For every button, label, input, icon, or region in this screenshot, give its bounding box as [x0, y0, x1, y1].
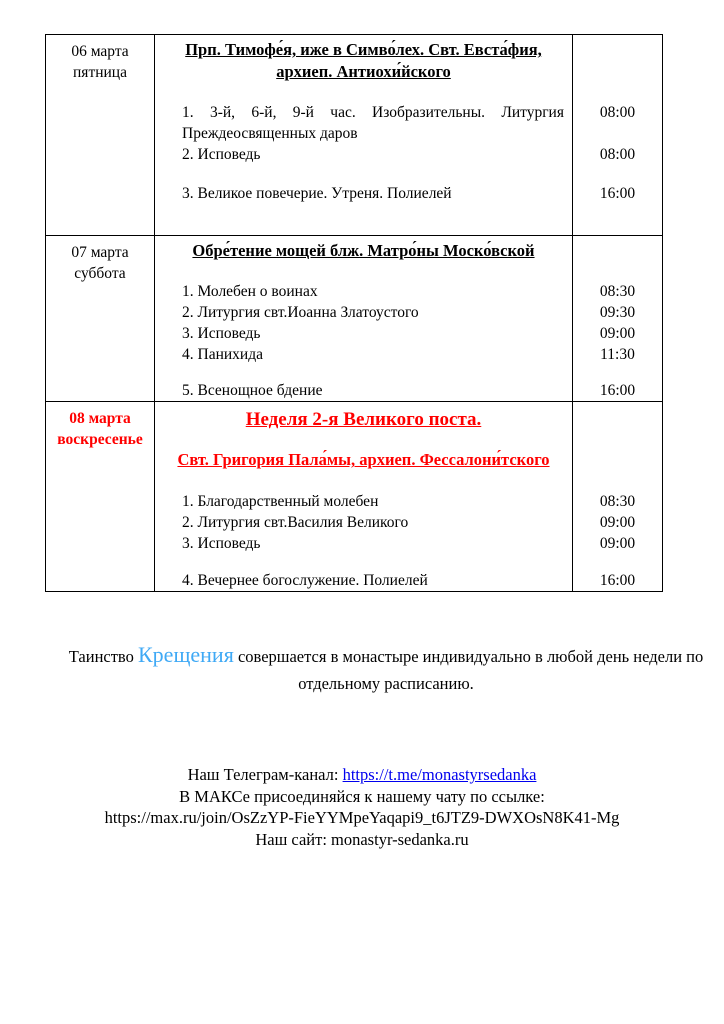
schedule-row-sunday	[46, 401, 662, 591]
day-date: 07 марта	[71, 244, 129, 261]
service-item: 1. 3-й, 6-й, 9-й час. Изобразительны. Литургия Преждеосвященных даров	[155, 102, 573, 144]
service-time: 11:30	[600, 345, 635, 363]
service-line	[155, 144, 662, 165]
service-line	[155, 302, 662, 323]
services-cell	[155, 236, 662, 401]
service-item: 4. Панихида	[155, 344, 573, 365]
time-cell-empty	[573, 402, 662, 432]
feast-header-line	[155, 236, 662, 262]
telegram-link[interactable]: https://t.me/monastyrsedanka	[342, 765, 537, 784]
service-time: 08:30	[599, 492, 636, 510]
time-cell-empty	[573, 35, 662, 83]
row-filler	[155, 204, 662, 235]
time-cell-empty	[573, 236, 662, 262]
service-line	[155, 533, 662, 554]
service-item: 3. Исповедь	[155, 533, 573, 554]
feast-header-line	[155, 402, 662, 432]
service-item: 2. Исповедь	[155, 144, 573, 165]
site-line: Наш сайт: monastyr-sedanka.ru	[255, 829, 469, 849]
service-time: 09:00	[599, 513, 636, 531]
contacts-footer	[0, 764, 724, 850]
time-cell-empty	[573, 445, 662, 471]
service-time: 09:30	[599, 303, 636, 321]
date-cell	[46, 236, 155, 401]
service-time: 08:00	[599, 146, 636, 163]
feast-title: Неделя 2-я Великого поста.	[245, 409, 482, 430]
day-name: суббота	[74, 265, 126, 282]
baptism-note-prefix: Таинство	[68, 647, 138, 666]
sacrament-name: Крещения	[138, 642, 234, 667]
service-item: 4. Вечернее богослужение. Полиелей	[155, 570, 573, 591]
schedule-row-friday	[46, 35, 662, 235]
schedule-table	[45, 34, 663, 592]
service-time: 16:00	[599, 185, 636, 202]
service-time: 08:30	[599, 282, 636, 300]
feast-header-line	[155, 445, 662, 471]
spacer	[155, 165, 662, 183]
feast-subtitle: Свт. Григория Пала́мы, архиеп. Фессалони́тского	[177, 450, 550, 470]
day-name: воскресенье	[57, 431, 143, 448]
baptism-note-suffix: совершается в монастыре индивидуально в любой день недели по отдельному расписанию.	[233, 647, 704, 693]
date-cell	[46, 402, 155, 591]
day-name: пятница	[73, 64, 127, 81]
feast-header-line	[155, 35, 662, 83]
spacer	[155, 554, 662, 570]
date-cell	[46, 35, 155, 235]
feast-title: Прп. Тимофе́я, иже в Симво́лех. Свт. Евста́фия, архиеп. Антиохи́йского	[185, 40, 542, 81]
service-line	[155, 281, 662, 302]
service-line	[155, 512, 662, 533]
service-line	[155, 380, 662, 401]
spacer	[155, 262, 662, 281]
service-item: 3. Исповедь	[155, 323, 573, 344]
day-date: 08 марта	[69, 410, 131, 427]
spacer	[155, 471, 662, 490]
service-item: 1. Благодарственный молебен	[155, 491, 573, 512]
service-line	[155, 570, 662, 591]
service-line	[155, 102, 662, 144]
service-time: 09:00	[599, 324, 636, 342]
service-item: 2. Литургия свт.Василия Великого	[155, 512, 573, 533]
service-item: 2. Литургия свт.Иоанна Златоустого	[155, 302, 573, 323]
service-line	[155, 183, 662, 204]
spacer	[155, 83, 662, 102]
maks-invite-line: В МАКСе присоединяйся к нашему чату по ссылке:	[179, 786, 545, 806]
service-item: 1. Молебен о воинах	[155, 281, 573, 302]
baptism-note	[66, 641, 706, 697]
schedule-row-saturday	[46, 235, 662, 401]
spacer	[155, 365, 662, 380]
services-cell	[155, 35, 662, 235]
service-time: 16:00	[599, 572, 636, 589]
service-time: 08:00	[599, 104, 636, 121]
spacer	[155, 432, 662, 445]
service-line	[155, 491, 662, 512]
services-cell	[155, 402, 662, 591]
service-time: 16:00	[599, 382, 636, 399]
telegram-label: Наш Телеграм-канал:	[187, 765, 343, 784]
telegram-line	[0, 764, 724, 786]
maks-url: https://max.ru/join/OsZzYP-FieYYMpeYaqapi9_t6JTZ9-DWXOsN8K41-Mg	[104, 808, 620, 827]
service-time: 09:00	[599, 534, 636, 552]
service-line	[155, 344, 662, 365]
service-line	[155, 323, 662, 344]
service-item: 3. Великое повечерие. Утреня. Полиелей	[155, 183, 573, 204]
day-date: 06 марта	[71, 43, 129, 60]
feast-title: Обре́тение мощей блж. Матро́ны Моско́вской	[192, 241, 535, 260]
service-item: 5. Всенощное бдение	[155, 380, 573, 401]
